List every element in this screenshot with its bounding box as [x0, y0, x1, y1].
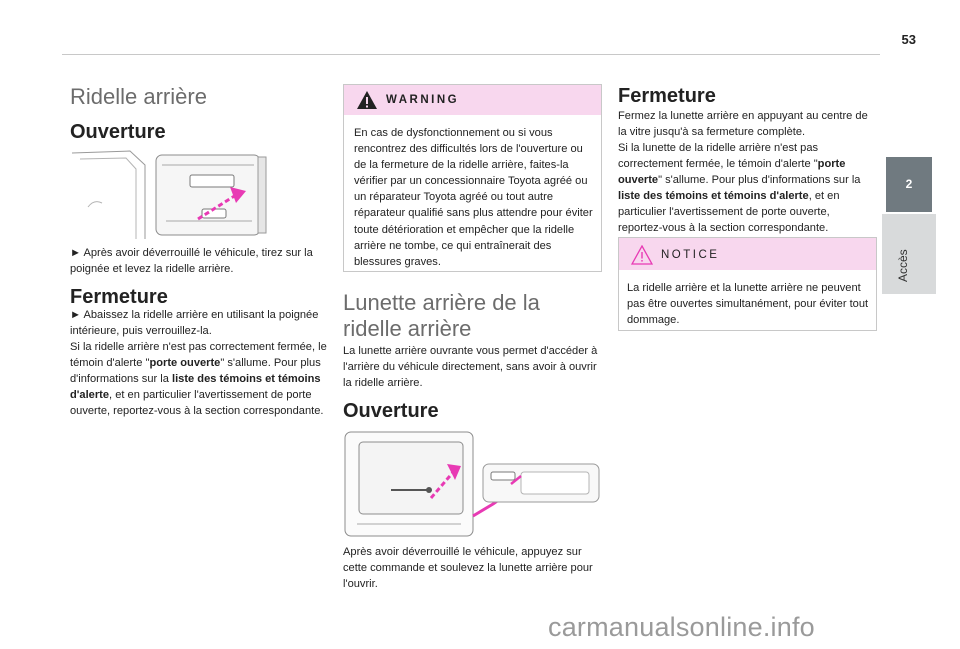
term-porte-ouverte-2: porte ouverte [618, 158, 846, 186]
header-divider [62, 54, 880, 55]
chapter-label-tab[interactable] [882, 214, 936, 294]
notice-text: La ridelle arrière et la lunette arrière ne peuvent pas être ouvertes simultanément, pour éviter tout dommage. [627, 282, 869, 326]
heading-fermeture: Fermeture [70, 286, 168, 308]
fermeture-instruction: ► Abaissez la ridelle arrière en utilisant la poignée intérieure, puis verrouillez-la. Si la ridelle arrière n'est pas correctement fermée, le témoin d'alerte "porte ouverte" s'allume. Pour plus d'informations sur la liste des témoins et témoins d'alerte, et en particulier l'avertissement de porte ouverte, reportez-vous à la section correspondante. [70, 309, 327, 417]
lunette-intro: La lunette arrière ouvrante vous permet d'accéder à l'arrière du véhicule directement, sans avoir à ouvrir la ridelle arrière. [343, 345, 598, 389]
term-liste-temoins: liste des témoins et témoins d'alerte [70, 373, 321, 401]
heading-fermeture-lunette: Fermeture [618, 85, 716, 107]
warning-header [344, 85, 601, 115]
warning-text: En cas de dysfonctionnement ou si vous rencontrez des difficultés lors de l'ouverture ou de la fermeture de la ridelle arrière, faites-la vérifier par un concessionnaire Toyota agréé ou un réparateur Toyota agréé ou tout autre réparateur qualifié sans plus attendre pour éviter toute détérioration et empêcher que la ridelle arrière ne tombe, ce qui entraînerait des blessures graves. [354, 127, 593, 268]
notice-title: NOTICE [661, 249, 720, 261]
term-liste-temoins-2: liste des témoins et témoins d'alerte [618, 190, 809, 202]
warning-box [343, 84, 602, 272]
chapter-tab[interactable]: 2 [886, 157, 932, 212]
notice-triangle-icon [631, 245, 653, 265]
heading-ouverture: Ouverture [70, 121, 166, 143]
fermeture-lunette-instruction: Fermez la lunette arrière en appuyant au centre de la vitre jusqu'à sa fermeture complète. Si la lunette de la ridelle arrière n'est pas correctement fermée, le témoin d'alerte "porte ouverte" s'allume. Pour plus d'informations sur la liste des témoins et témoins d'alerte, et en particulier l'avertissement de porte ouverte, reportez-vous à la section correspondante. [618, 110, 868, 234]
section-title-ridelle: Ridelle arrière [70, 84, 207, 109]
warning-triangle-icon [356, 90, 378, 110]
heading-ouverture-lunette: Ouverture [343, 400, 439, 422]
chapter-label: Accès [896, 249, 910, 282]
tailgate-opening-illustration [70, 147, 268, 239]
notice-header [619, 238, 876, 270]
site-watermark[interactable]: carmanualsonline.info [548, 612, 815, 642]
ouverture-instruction: ► Après avoir déverrouillé le véhicule, tirez sur la poignée et levez la ridelle arrière. [70, 247, 313, 275]
page-number: 53 [901, 32, 916, 47]
term-porte-ouverte: porte ouverte [149, 357, 221, 369]
rear-window-opening-illustration [343, 428, 601, 540]
notice-box [618, 237, 877, 331]
section-title-lunette: Lunette arrière de la ridelle arrière [343, 290, 540, 341]
ouverture-lunette-instruction: Après avoir déverrouillé le véhicule, appuyez sur cette commande et soulevez la lunette arrière pour l'ouvrir. [343, 546, 593, 590]
warning-title: WARNING [386, 94, 460, 106]
